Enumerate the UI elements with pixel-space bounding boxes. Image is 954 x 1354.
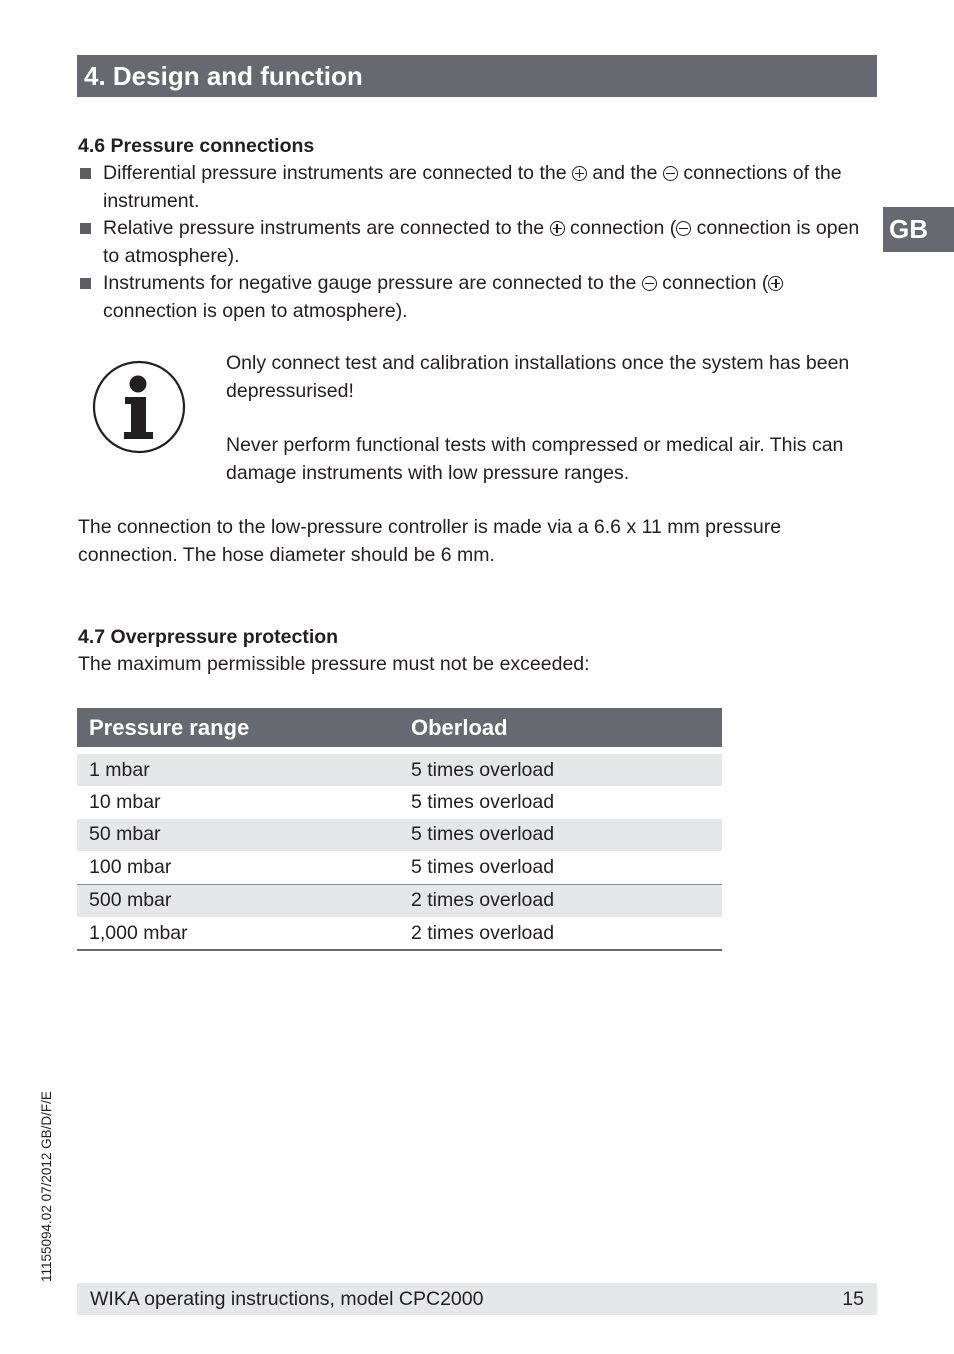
table-cell: 500 mbar [77, 884, 399, 917]
list-item-text: connection is open to atmosphere). [103, 299, 408, 322]
column-header-overload: Oberload [399, 708, 722, 747]
table-header-row [77, 708, 722, 747]
pressure-connections-list [78, 160, 878, 325]
list-item [78, 270, 878, 325]
section-heading-pressure-connections: 4.6 Pressure connections [78, 135, 315, 157]
overpressure-intro: The maximum permissible pressure must not be exceeded: [78, 653, 590, 675]
note-text: Never perform functional tests with compressed or medical air. This can damage instruments with low pressure ranges. [226, 434, 844, 484]
minus-connection-icon [642, 276, 657, 291]
list-item-text: connection is open to atmosphere). [103, 217, 860, 267]
table-row [77, 884, 722, 917]
table-row [77, 786, 722, 818]
list-item-text: Differential pressure instruments are connected to the [103, 162, 567, 184]
minus-connection-icon [663, 166, 678, 181]
table-cell: 10 mbar [89, 791, 161, 814]
table-row [77, 917, 722, 950]
list-item-text: and the [592, 162, 658, 184]
list-item [78, 160, 878, 215]
list-item-text: connections of the instrument. [103, 162, 842, 212]
table-cell: 100 mbar [89, 855, 172, 878]
section-heading-overpressure-protection: 4.7 Overpressure protection [78, 626, 339, 648]
minus-connection-icon [676, 221, 691, 236]
footer-text: WIKA operating instructions, model CPC2000 [90, 1288, 484, 1310]
list-item [78, 215, 878, 270]
table-cell: 1 mbar [77, 754, 399, 786]
list-item-text: Relative pressure instruments are connected to the [103, 217, 545, 239]
table-row [77, 851, 722, 884]
overpressure-table [77, 708, 722, 951]
information-icon [92, 360, 186, 454]
note-text: Only connect test and calibration installations once the system has been depressurised! [226, 352, 850, 402]
chapter-title: 4. Design and function [77, 55, 877, 97]
list-item-text: Instruments for negative gauge pressure are connected to the [103, 272, 637, 294]
table-cell: 5 times overload [411, 791, 555, 814]
plus-connection-icon [572, 166, 587, 181]
table-cell: 1,000 mbar [77, 917, 399, 950]
list-item-text: connection ( [570, 217, 677, 239]
safety-note [226, 350, 886, 514]
table-cell: 5 times overload [399, 819, 722, 851]
plus-connection-icon [768, 276, 783, 291]
list-item-text: connection ( [662, 272, 769, 294]
document-code: 11155094.02 07/2012 GB/D/F/E [39, 1091, 54, 1282]
table-row [77, 754, 722, 786]
plus-connection-icon [550, 221, 565, 236]
table-cell: 50 mbar [77, 819, 399, 851]
column-header-pressure-range: Pressure range [77, 708, 399, 747]
table-cell: 2 times overload [399, 917, 722, 950]
table-cell: 2 times overload [399, 884, 722, 917]
language-tab: GB [883, 207, 954, 252]
table-row [77, 819, 722, 851]
table-cell: 5 times overload [411, 855, 555, 878]
connection-paragraph: The connection to the low-pressure controller is made via a 6.6 x 11 mm pressure connection. The hose diameter should be 6 mm. [78, 516, 782, 566]
page-number: 15 [842, 1288, 864, 1310]
table-cell: 5 times overload [399, 754, 722, 786]
page-footer [77, 1283, 877, 1315]
